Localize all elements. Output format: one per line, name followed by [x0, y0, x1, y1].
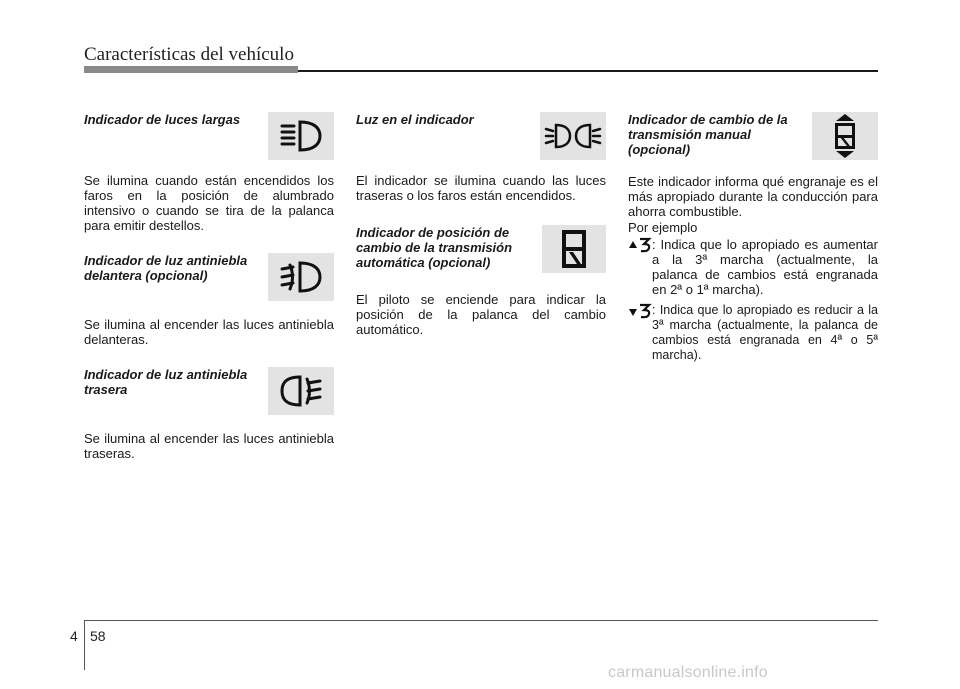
section-high-beam	[84, 112, 334, 233]
header-rule	[298, 70, 878, 72]
section-text: El indicador se ilumina cuando las luces traseras o los faros están encendidos.	[356, 173, 606, 203]
page-title: Características del vehículo	[84, 44, 294, 65]
section-number: 4	[70, 628, 78, 644]
section-text: Se ilumina al encender las luces antiniebla traseras.	[84, 431, 334, 461]
section-text: El piloto se enciende para indicar la posición de la palanca del cambio automático.	[356, 292, 606, 337]
section-shift-indicator	[628, 112, 878, 363]
footer-divider	[84, 620, 85, 670]
section-text: Se ilumina al encender las luces antiniebla delanteras.	[84, 317, 334, 347]
section-title: Luz en el indicador	[356, 112, 474, 127]
front-fog-light-icon	[268, 253, 334, 301]
footer-rule	[84, 620, 878, 621]
section-text: Se ilumina cuando están encendidos los faros en la posición de alumbrado intensivo o cuando se tira de la palanca para emitir destellos.	[84, 173, 334, 233]
section-title: Indicador de posición de cambio de la transmisión automática (opcional)	[356, 225, 513, 270]
example-label: Por ejemplo	[628, 220, 698, 235]
downshift-text: : Indica que lo apropiado es reducir a la 3ª marcha (actualmente, la palanca de cambios está engranada en 4ª o 5ª marcha).	[652, 303, 878, 362]
column-1	[84, 112, 334, 461]
rear-fog-light-icon	[268, 367, 334, 415]
upshift-arrow-icon	[628, 237, 654, 253]
section-text: Este indicador informa qué engranaje es el más apropiado durante la conducción para ahorra combustible.	[628, 174, 878, 219]
section-rear-fog	[84, 367, 334, 461]
gear-position-icon	[542, 225, 606, 273]
high-beam-icon	[268, 112, 334, 160]
downshift-arrow-icon	[628, 303, 654, 319]
header-bar	[84, 66, 298, 73]
tail-light-icon	[540, 112, 606, 160]
column-3	[628, 112, 878, 363]
section-title: Indicador de luz antiniebla trasera	[84, 367, 248, 397]
shift-indicator-icon	[812, 112, 878, 160]
upshift-item	[628, 237, 878, 297]
downshift-item	[628, 303, 878, 363]
section-front-fog	[84, 253, 334, 347]
watermark: carmanualsonline.info	[608, 664, 768, 681]
section-title: Indicador de luz antiniebla delantera (opcional)	[84, 253, 248, 283]
upshift-text: : Indica que lo apropiado es aumentar a la 3ª marcha (actualmente, la palanca de cambios está engranada en 2ª o 1ª marcha).	[652, 237, 878, 297]
section-tail-light	[356, 112, 606, 203]
column-2	[356, 112, 606, 337]
section-title: Indicador de luces largas	[84, 112, 241, 127]
page-number: 58	[90, 628, 106, 644]
section-title: Indicador de cambio de la transmisión manual (opcional)	[628, 112, 788, 157]
section-gear-position	[356, 225, 606, 337]
